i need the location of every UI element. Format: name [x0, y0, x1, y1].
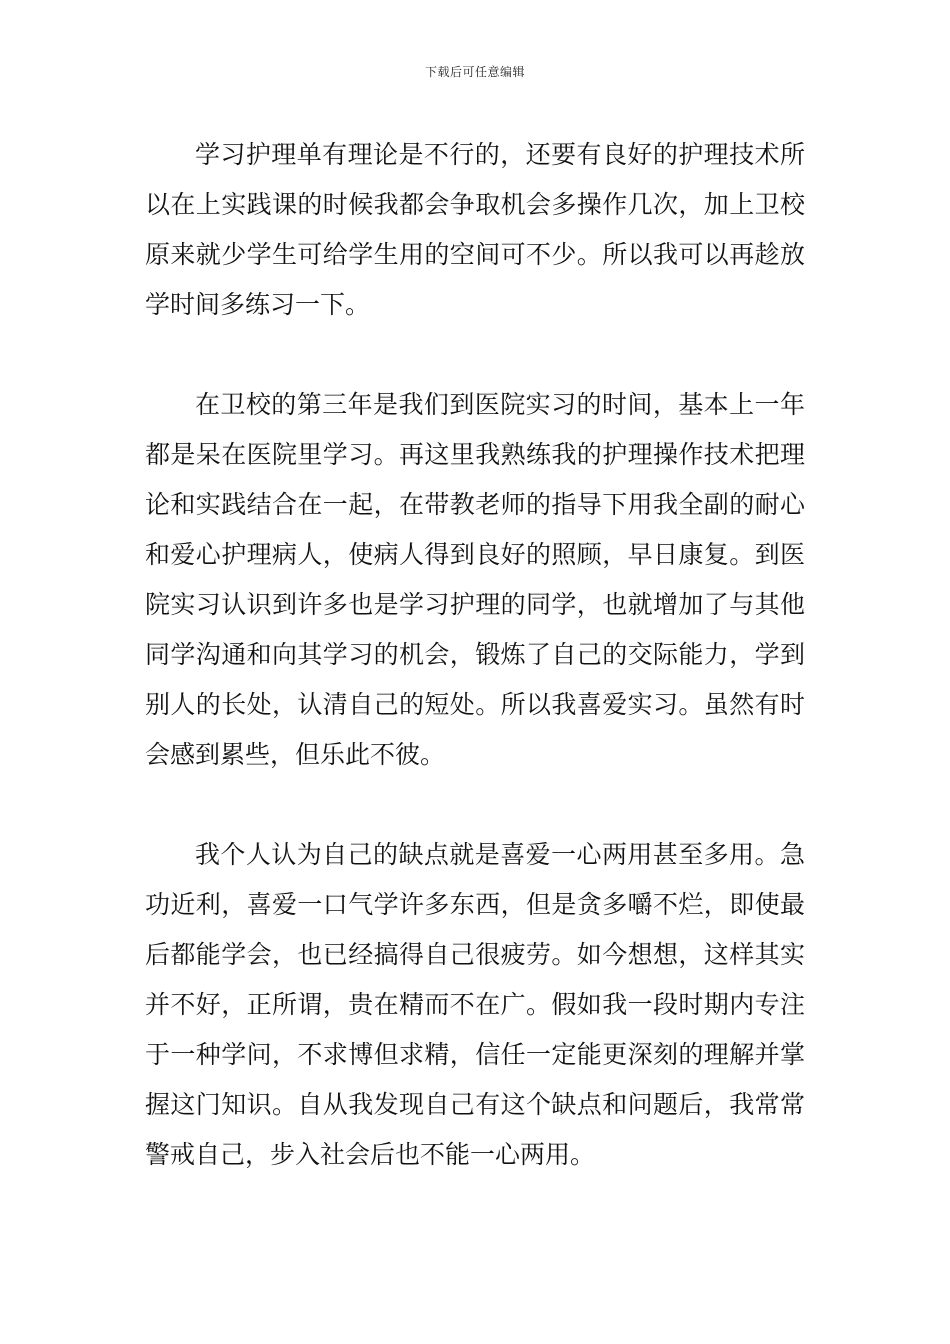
paragraph-1: 学习护理单有理论是不行的，还要有良好的护理技术所以在上实践课的时候我都会争取机会多操作几次，加上卫校原来就少学生可给学生用的空间可不少。所以我可以再趁放学时间多练习一下。: [145, 140, 805, 319]
paragraph-3: 我个人认为自己的缺点就是喜爱一心两用甚至多用。急功近利，喜爱一口气学许多东西，但是贪多嚼不烂，即使最后都能学会，也已经搞得自己很疲劳。如今想想，这样其实并不好，正所谓，贵在精而不在广。假如我一段时期内专注于一种学问，不求博但求精，信任一定能更深刻的理解并掌握这门知识。自从我发现自己有这个缺点和问题后，我常常警戒自己，步入社会后也不能一心两用。: [145, 840, 805, 1169]
paragraph-2: 在卫校的第三年是我们到医院实习的时间，基本上一年都是呆在医院里学习。再这里我熟练我的护理操作技术把理论和实践结合在一起，在带教老师的指导下用我全副的耐心和爱心护理病人，使病人得到良好的照顾，早日康复。到医院实习认识到许多也是学习护理的同学，也就增加了与其他同学沟通和向其学习的机会，锻炼了自己的交际能力，学到别人的长处，认清自己的短处。所以我喜爱实习。虽然有时会感到累些，但乐此不彼。: [145, 390, 805, 769]
page-header: 下载后可任意编辑: [424, 65, 525, 79]
document-body: [145, 130, 805, 1180]
